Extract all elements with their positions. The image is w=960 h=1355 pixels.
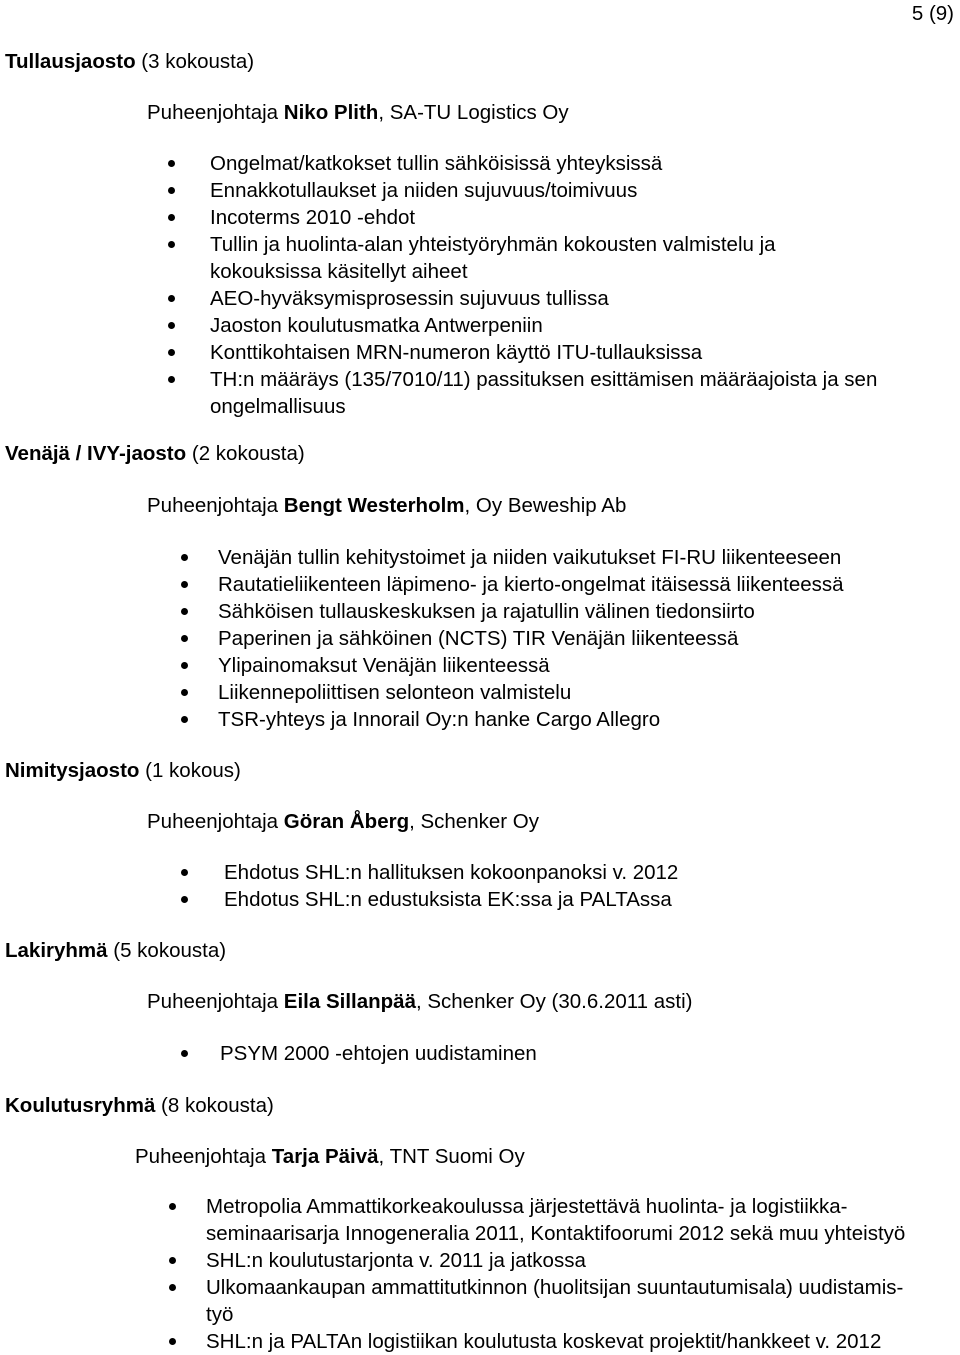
section-title: Tullausjaosto: [5, 50, 136, 73]
topic-list-koulutusryhma: [169, 1193, 905, 1355]
section-title: Koulutusryhmä: [5, 1094, 156, 1117]
bullet-icon: [169, 1203, 176, 1210]
chair-prefix: Puheenjohtaja: [135, 1145, 272, 1168]
bullet-icon: [168, 349, 175, 356]
list-item: Konttikohtaisen MRN-numeron käyttö ITU-tullauksissa: [168, 339, 877, 366]
list-item: Rautatieliikenteen läpimeno- ja kierto-ongelmat itäisessä liikenteessä: [181, 571, 844, 598]
bullet-icon: [168, 322, 175, 329]
chair-organization: , SA-TU Logistics Oy: [378, 101, 569, 124]
bullet-icon: [181, 896, 188, 903]
section-meeting-count: (1 kokous): [139, 759, 241, 782]
list-item: Ehdotus SHL:n edustuksista EK:ssa ja PALTAssa: [181, 886, 678, 913]
bullet-icon: [168, 295, 175, 302]
list-item: Incoterms 2010 -ehdot: [168, 204, 877, 231]
chair-line-koulutusryhma: [135, 1147, 525, 1168]
chair-prefix: Puheenjohtaja: [147, 494, 284, 517]
bullet-icon: [181, 716, 188, 723]
list-item: Venäjän tullin kehitystoimet ja niiden vaikutukset FI-RU liikenteeseen: [181, 544, 844, 571]
topic-list-venaja-ivy-jaosto: [181, 544, 844, 733]
page-number: 5 (9): [911, 2, 954, 25]
list-item: Ylipainomaksut Venäjän liikenteessä: [181, 652, 844, 679]
topic-list-tullausjaosto: [168, 150, 877, 420]
chair-name: Bengt Westerholm: [283, 494, 465, 517]
section-meeting-count: (8 kokousta): [155, 1094, 274, 1117]
chair-organization: , Oy Beweship Ab: [464, 494, 627, 517]
bullet-icon: [169, 1284, 176, 1291]
chair-line-nimitysjaosto: [147, 812, 539, 833]
list-item: Jaoston koulutusmatka Antwerpeniin: [168, 312, 877, 339]
bullet-icon: [169, 1257, 176, 1264]
section-heading-lakiryhma: [5, 941, 226, 962]
list-item: TH:n määräys (135/7010/11) passituksen esittämisen määräajoista ja sen ongelmallisuus: [168, 366, 877, 420]
topic-list-nimitysjaosto: [181, 859, 678, 913]
bullet-icon: [181, 1050, 188, 1057]
chair-name: Niko Plith: [283, 101, 379, 124]
bullet-icon: [181, 869, 188, 876]
bullet-icon: [168, 241, 175, 248]
chair-organization: , Schenker Oy: [409, 810, 539, 833]
list-item: Ennakkotullaukset ja niiden sujuvuus/toimivuus: [168, 177, 877, 204]
chair-prefix: Puheenjohtaja: [147, 990, 284, 1013]
list-item: PSYM 2000 -ehtojen uudistaminen: [181, 1040, 537, 1067]
list-item: Ongelmat/katkokset tullin sähköisissä yhteyksissä: [168, 150, 877, 177]
section-title: Venäjä / IVY-jaosto: [5, 442, 187, 465]
list-item: Paperinen ja sähköinen (NCTS) TIR Venäjän liikenteessä: [181, 625, 844, 652]
bullet-icon: [181, 581, 188, 588]
list-item: Liikennepoliittisen selonteon valmistelu: [181, 679, 844, 706]
bullet-icon: [181, 635, 188, 642]
list-item: Ehdotus SHL:n hallituksen kokoonpanoksi v. 2012: [181, 859, 678, 886]
section-heading-tullausjaosto: [5, 52, 254, 73]
list-item: Ulkomaankaupan ammattitutkinnon (huolitsijan suuntautumisala) uudistamis- työ: [169, 1274, 905, 1328]
topic-list-lakiryhma: [181, 1040, 537, 1067]
bullet-icon: [169, 1338, 176, 1345]
section-meeting-count: (3 kokousta): [135, 50, 255, 73]
chair-name: Tarja Päivä: [271, 1145, 379, 1168]
chair-prefix: Puheenjohtaja: [147, 101, 284, 124]
list-item: Tullin ja huolinta-alan yhteistyöryhmän kokousten valmistelu ja kokouksissa käsitellyt aiheet: [168, 231, 877, 285]
chair-prefix: Puheenjohtaja: [147, 810, 284, 833]
chair-line-venaja-ivy-jaosto: [147, 496, 626, 517]
chair-organization: , Schenker Oy (30.6.2011 asti): [415, 990, 693, 1013]
chair-line-tullausjaosto: [147, 103, 569, 124]
bullet-icon: [168, 214, 175, 221]
chair-name: Eila Sillanpää: [283, 990, 416, 1013]
chair-organization: , TNT Suomi Oy: [378, 1145, 525, 1168]
bullet-icon: [181, 554, 188, 561]
list-item: Sähköisen tullauskeskuksen ja rajatullin välinen tiedonsiirto: [181, 598, 844, 625]
list-item: SHL:n ja PALTAn logistiikan koulutusta koskevat projektit/hankkeet v. 2012: [169, 1328, 905, 1355]
section-meeting-count: (2 kokousta): [186, 442, 305, 465]
bullet-icon: [168, 160, 175, 167]
bullet-icon: [168, 187, 175, 194]
section-heading-venaja-ivy-jaosto: [5, 444, 305, 465]
chair-line-lakiryhma: [147, 992, 692, 1013]
section-heading-nimitysjaosto: [5, 761, 241, 782]
bullet-icon: [168, 376, 175, 383]
section-title: Lakiryhmä: [5, 939, 108, 962]
chair-name: Göran Åberg: [283, 810, 410, 833]
bullet-icon: [181, 689, 188, 696]
section-heading-koulutusryhma: [5, 1096, 274, 1117]
list-item: Metropolia Ammattikorkeakoulussa järjestettävä huolinta- ja logistiikka- seminaarisarja Innogeneralia 2011, Kontaktifoorumi 2012 sekä muu yhteistyö: [169, 1193, 905, 1247]
list-item: TSR-yhteys ja Innorail Oy:n hanke Cargo Allegro: [181, 706, 844, 733]
bullet-icon: [181, 608, 188, 615]
section-title: Nimitysjaosto: [5, 759, 140, 782]
section-meeting-count: (5 kokousta): [107, 939, 227, 962]
bullet-icon: [181, 662, 188, 669]
list-item: AEO-hyväksymisprosessin sujuvuus tullissa: [168, 285, 877, 312]
list-item: SHL:n koulutustarjonta v. 2011 ja jatkossa: [169, 1247, 905, 1274]
